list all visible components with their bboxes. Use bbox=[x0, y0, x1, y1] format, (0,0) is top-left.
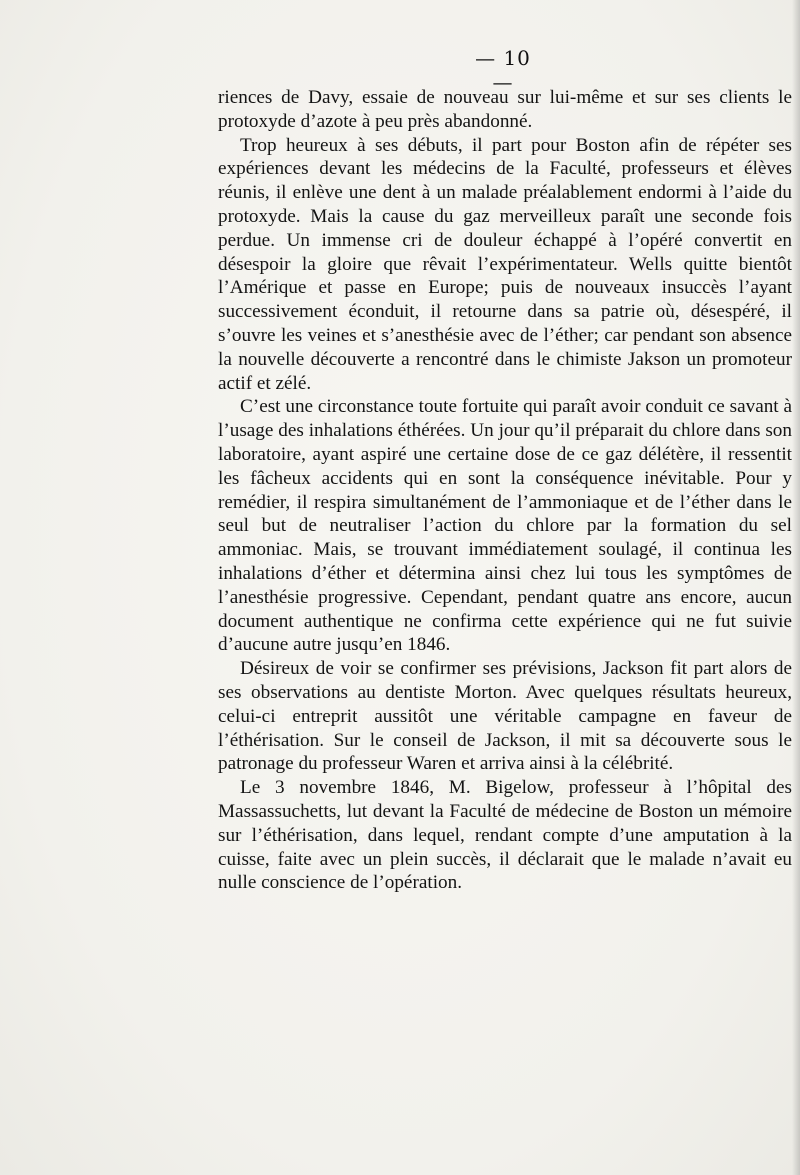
paragraph-wells-boston: Trop heureux à ses débuts, il part pour Boston afin de répéter ses expériences devant les médecins de la Faculté, professeurs et élèves réunis, il enlève une dent à un malade préalablement endormi à l’aide du protoxyde. Mais la cause du gaz merveilleux paraît une seconde fois perdue. Un immense cri de douleur échappé à l’opéré convertit en désespoir la gloire que rêvait l’expérimentateur. Wells quitte bientôt l’Amérique et passe en Europe; puis de nouveaux insuccès l’ayant successivement éconduit, il retourne dans sa patrie où, désespéré, il s’ouvre les veines et s’anesthésie avec de l’éther; car pendant son absence la nouvelle découverte a rencontré dans le chimiste Jakson un promoteur actif et zélé. bbox=[218, 134, 792, 394]
body-text bbox=[218, 86, 792, 895]
paragraph-jackson-chlore: C’est une circonstance toute fortuite qui paraît avoir conduit ce savant à l’usage des inhalations éthérées. Un jour qu’il préparait du chlore dans son laboratoire, ayant aspiré une certaine dose de ce gaz délétère, il ressentit les fâcheux accidents qui en sont la conséquence inévitable. Pour y remédier, il respira simultanément de l’ammoniaque et de l’éther dans le seul but de neutraliser l’action du chlore par la formation du sel ammoniac. Mais, se trouvant immédiatement soulagé, il continua les inhalations d’éther et détermina ainsi chez lui tous les symptômes de l’anesthésie progressive. Cependant, pendant quatre ans encore, aucun document authentique ne confirma cette expérience qui ne fut suivie d’aucune autre jusqu’en 1846. bbox=[218, 396, 792, 656]
page-number: — 10 — bbox=[475, 46, 531, 94]
page-edge-shadow bbox=[792, 0, 800, 1175]
paragraph-bigelow: Le 3 novembre 1846, M. Bigelow, professeur à l’hôpital des Massassuchetts, lut devant la Faculté de médecine de Boston un mémoire sur l’éthérisation, dans lequel, rendant compte d’une amputation à la cuisse, faite avec un plein succès, il déclarait que le malade n’avait eu nulle conscience de l’opération. bbox=[218, 777, 792, 894]
paragraph-continuation: riences de Davy, essaie de nouveau sur lui-même et sur ses clients le protoxyde d’azote à peu près abandonné. bbox=[218, 87, 792, 132]
paragraph-morton: Désireux de voir se confirmer ses prévisions, Jackson fit part alors de ses observations au dentiste Morton. Avec quelques résultats heureux, celui-ci entreprit aussitôt une véritable campagne en faveur de l’éthérisation. Sur le conseil de Jackson, il mit sa découverte sous le patronage du professeur Waren et arriva ainsi à la célébrité. bbox=[218, 658, 792, 775]
